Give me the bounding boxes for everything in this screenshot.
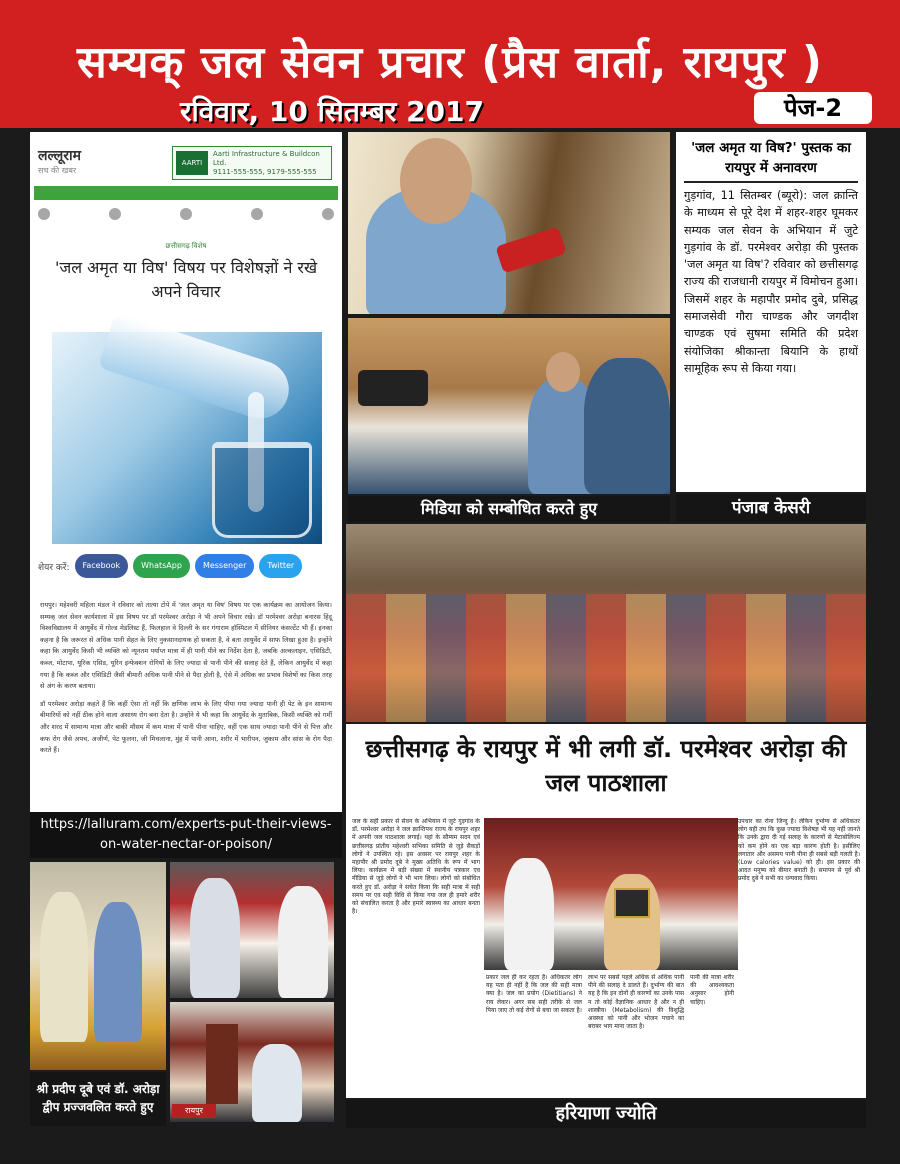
caption-media: मिडिया को सम्बोधित करते हुए [348,496,670,522]
jyoti-column: पानी की मात्रा शरीर की आवश्यकता अनुसार होनी चाहिए। [690,974,734,1006]
person-figure [94,902,142,1042]
book-cover-icon [206,1024,238,1104]
thumbnail-avatar [180,208,192,220]
thumbnail-avatar [109,208,121,220]
water-glass-image [52,332,322,544]
site-tagline: सच की खबर [38,166,77,175]
kesari-headline: 'जल अमृत या विष?' पुस्तक का रायपुर में अनावरण [684,138,858,183]
person-figure [252,1044,302,1122]
facebook-share-button[interactable]: Facebook [75,554,129,578]
press-conference-photo [348,318,670,494]
caption-lamp-lighting: श्री प्रदीप दूबे एवं डॉ. अरोड़ा द्वीप प्रज्जवलित करते हुए [30,1072,166,1126]
kesari-body: गुड़गांव, 11 सितम्बर (ब्यूरो): जल क्रान्ति के माध्यम से पूरे देश में शहर-शहर घूमकर सम्यक जल सेवन के अभियान में जुटे गुड़गांव के डॉ. परमेश्वर अरोड़ा की पुस्तक 'जल अमृत या विष'? रविवार को छत्तीसगढ़ राज्य की राजधानी रायपुर में विमोचन हुआ। जिसमें शहर के महापौर प्रमोद दुबे, प्रसिद्ध समाजसेवी गौरा चाण्डक और जगदीश चाण्डक एवं सुषमा समिति की प्रदेश संयोजिका श्रीकान्ता बियानि के हाथों सामूहिक रूप से किया गया। [684,189,858,375]
related-thumbnails [38,208,334,226]
web-article-screenshot [30,132,342,858]
thumbnail-avatar [251,208,263,220]
whatsapp-share-button[interactable]: WhatsApp [133,554,190,578]
article-paragraph: डॉ परमेश्वर अरोड़ा कहते हैं कि कहीं ऐसा तो नहीं कि क्षणिक लाभ के लिए पीया गया ज्यादा पानी ही पेट के इन सामान्य बीमारियों को नहीं ठीक होने वाला असाध्य रोग बना देता है। उन्होंने ये भी कहा कि आयुर्वेद के मुताबिक, किसी व्यक्ति को गर्मी और शरद में सामान्य मात्रा और बाकी मौसम में कम मात्रा में पानी पीना चाहिए, वहीं एक साथ ज्यादा पानी पीने से पित्त और कफ रोग जैसे अपच, अजीर्ण, पेट फूलना, जी मिचलाना, मुंह में पानी आना, शरीर में भारीपन, जुकाम और सांस के रोग पैदा करते हैं। [40,699,332,755]
tv-microphone-icon [495,226,566,273]
person-figure [40,892,88,1042]
caption-haryana-jyoti: हरियाणा ज्योति [346,1100,866,1128]
person-figure [504,858,554,970]
camera-icon [358,370,428,406]
speech-photo [170,862,334,998]
jyoti-column: उपचार का रोना जिन्दु है। लेकिन दुर्भाग्य से अधिकतर लोग यही तय कि कुछ ज्यादा विशेषज्ञ भी यह नहीं जानते कि उनके द्वारा दी गई सलाह के कारणों से मेटाबोलिज्म को कम होने का एक बड़ा कारण होती है। इसीलिए लगातार और असमय पानी पीना ही सबसे बड़ी गलती है। (Low calories value) को ही। इस प्रकार की आदत मनुष्य को बीमार बनाती है। समापन से पूर्व श्री प्रमोद दुबे ने सभी का धन्यवाद किया। [738,818,860,883]
thumbnail-avatar [322,208,334,220]
share-row [38,554,302,578]
article-paragraph: रायपुर। महेश्वरी महिला मंडल ने रविवार को तात्या टोपे में 'जल अमृत या विष' विषय पर एक कार्यक्रम का आयोजन किया। सम्यक् जल सेवन कार्यशाला में इस विषय पर डॉ परमेश्वर अरोड़ा ने भी अपने विचार रखे। डॉ परमेश्वर अरोड़ा बनारस हिंदू विश्वविद्यालय में आयुर्वेद में गोल्ड मेडलिस्ट हैं, फिलहाल वे दिल्ली के सर गंगाराम हॉस्पिटल में सीनियर कंसल्टेंट भी हैं। इनका कहना है कि जरूरत से अधिक पानी सेहत के लिए नुकसानदायक हो सकता है, वे बता आयुर्वेद में साफ लिखा हुआ है। इन्होंने कहा कि आयुर्वेद किसी भी व्यक्ति को न्यूनतम पर्याप्त मात्रा में ही पानी पीने का निर्देश देता है, जबकि अल्कलाइन, एसिडिटी, कब्ज, मोटापा, यूरिक एसिड, यूरिन इन्फेक्शन रोगियों के लिए ज्यादा से पानी पीने की सलाह देते हैं, लेकिन आयुर्वेद में कहा गया है कि कब्ज और एसिडिटी जैसी बीमारी अधिक पानी पीने से पैदा होती है, ऐसे में अधिक का प्रभाव विशेषों का किस तरह से अंग के करण बताया। [40,601,332,691]
caption-punjab-kesari: पंजाब केसरी [676,494,866,522]
banner-title: सम्यक् जल सेवन प्रचार (प्रैस वार्ता, रायपुर ) [76,37,823,88]
article-category: छत्तीसगढ़ विशेष [165,242,207,250]
book-release-photo [484,818,738,970]
punjab-kesari-clip [676,132,866,492]
jyoti-headline: छत्तीसगढ़ के रायपुर में भी लगी डॉ. परमेश्वर अरोड़ा की जल पाठशाला [365,735,847,797]
advert-logo: AARTI [176,151,208,175]
twitter-share-button[interactable]: Twitter [259,554,302,578]
site-name: लल्लूराम [38,148,82,164]
speaker-figure [190,878,240,998]
speaker-head [400,138,472,224]
jyoti-column: प्रकार जल ही कर रहता है। अधिकतर लोग यह पता ही नहीं हैं कि जल की सही मात्रा क्या है। जल का प्रयोग (Dietitians) ने राय लेकर। अगर सब सही तरीके से जल पिया जाए तो कई रोगों से बचा जा सकता है। [486,974,582,1014]
interview-photo [348,132,670,314]
masthead-banner [0,0,900,128]
lamp-lighting-photo [30,862,166,1070]
jyoti-column: जल के सही प्रकार से सेवन के अभियान में जुटे गुड़गांव के डॉ. परमेश्वर अरोड़ा ने जल क्रान्तिपथ राज्य के रायपुर शहर में अपनी जल पाठशाला लगाई। यहां के सौम्यम सदन एवं छत्तीसगढ़ प्रांतीय महेश्वरी सभिका समिति से जुड़े सैकड़ों लोगों ने उपस्थित रहे। इस अवसर पर रायपुर शहर के महापौर श्री प्रमोद दूबे ने मुख्य अतिथि के रूप में भाग लिया। कार्यक्रम में बड़ी संख्या में स्थानीय पत्रकार एव मीडिया से जुड़े लोगों ने भी भाग लिया। लोगों को संबोधित करते हुए डॉ. अरोड़ा ने सचेत किया कि सही मात्रा में सही समय पर एव सही विधि से किया गया जल ही हमारे शरीर को संचालित करता है और हमारे स्वास्थ्य का आधार बनता है। [352,818,480,916]
glass-shape [212,442,312,538]
raipur-stamp: रायपुर [172,1104,216,1118]
advert-phone: 9111-555-555, 9179-555-555 [213,168,317,176]
page-number-badge: पेज-2 [754,92,872,124]
advert-title: Aarti Infrastructure & Buildcon Ltd. [213,150,320,167]
crowd-shapes [346,594,866,722]
site-nav-bar [34,186,338,200]
messenger-share-button[interactable]: Messenger [195,554,254,578]
article-url: https://lalluram.com/experts-put-their-views-on-water-nectar-or-poison/ [30,812,342,858]
site-logo [38,146,81,176]
reporter-figure [584,358,670,494]
book-frame-icon [614,888,650,918]
article-headline: 'जल अमृत या विष' विषय पर विशेषज्ञों ने रखे अपने विचार [54,258,318,301]
advert-banner [172,146,332,180]
bottle-shape [98,312,297,426]
share-label: शेयर करें: [38,562,70,573]
article-body [40,600,332,763]
audience-photo [346,524,866,722]
thumbnail-avatar [38,208,50,220]
person-figure [278,886,328,998]
speaker-head [546,352,580,392]
jyoti-column: लाभ पर सबसे पहले अधिक से अधिक पानी पीने की सलाह दे डालते हैं। दुर्भाग्य की बात यह है कि इन दोनों ही कारणों का उनके पास न तो कोई वैज्ञानिक आधार है और न ही शास्त्रीय। (Metabolism) की विशुद्धि अवस्था को पानी और भोजन पचाने का बराबर भाग माना जाता है। [588,974,684,1031]
banner-date: रविवार, 10 सितम्बर 2017 [180,95,484,128]
